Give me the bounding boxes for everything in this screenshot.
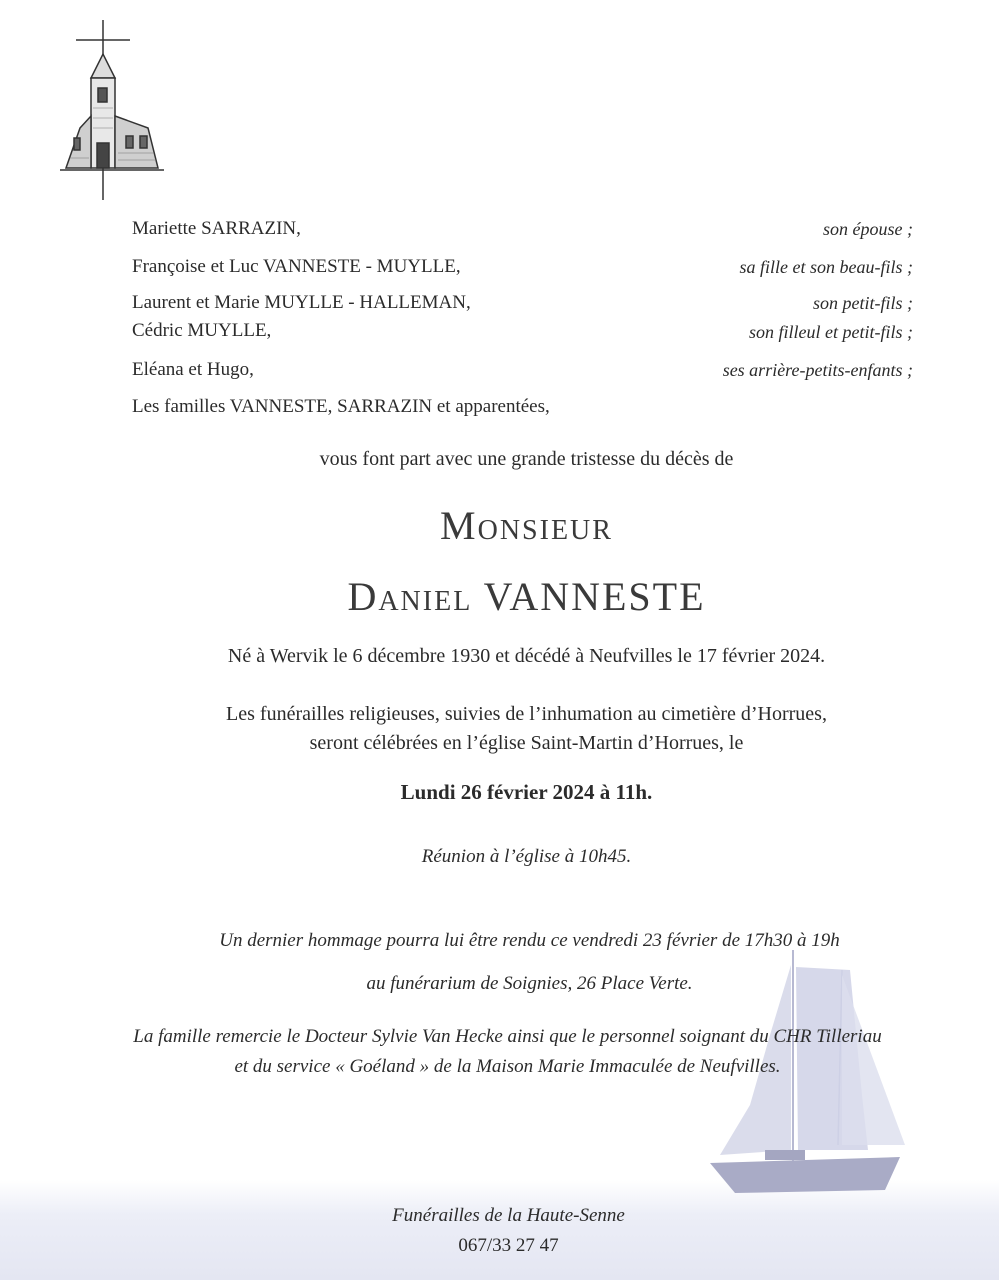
funeral-date: Lundi 26 février 2024 à 11h. bbox=[400, 780, 653, 804]
funeral-line-1: Les funérailles religieuses, suivies de l’inhumation au cimetière d’Horrues, bbox=[226, 703, 827, 725]
family-member-6: Les familles VANNESTE, SARRAZIN et apparentées, bbox=[132, 396, 550, 417]
relation-5: ses arrière-petits-enfants ; bbox=[722, 360, 913, 380]
relation-2: sa fille et son beau-fils ; bbox=[739, 257, 913, 277]
meeting-time: Réunion à l’église à 10h45. bbox=[421, 846, 632, 867]
birth-death-line: Né à Wervik le 6 décembre 1930 et décédé à Neufvilles le 17 février 2024. bbox=[227, 645, 826, 667]
thanks-line-1: La famille remercie le Docteur Sylvie Van Hecke ainsi que le personnel soignant du CHR Tilleriau bbox=[133, 1026, 882, 1047]
homage-line-2: au funérarium de Soignies, 26 Place Verte. bbox=[366, 973, 693, 994]
family-member-2: Françoise et Luc VANNESTE - MUYLLE, bbox=[132, 256, 461, 277]
thanks-line-2: et du service « Goéland » de la Maison Marie Immaculée de Neufvilles. bbox=[234, 1056, 781, 1077]
family-member-1: Mariette SARRAZIN, bbox=[132, 218, 301, 239]
relation-4: son filleul et petit-fils ; bbox=[749, 322, 913, 342]
homage-line-1: Un dernier hommage pourra lui être rendu ce vendredi 23 février de 17h30 à 19h bbox=[219, 930, 840, 951]
deceased-name: Daniel VANNESTE bbox=[347, 574, 706, 619]
sea-background bbox=[0, 1180, 999, 1280]
funeral-home-phone: 067/33 27 47 bbox=[458, 1235, 559, 1256]
family-member-3: Laurent et Marie MUYLLE - HALLEMAN, bbox=[132, 292, 471, 313]
family-member-5: Eléana et Hugo, bbox=[132, 359, 254, 380]
relation-1: son épouse ; bbox=[823, 219, 913, 239]
relation-3: son petit-fils ; bbox=[813, 293, 913, 313]
church-icon bbox=[58, 18, 168, 200]
intro-text: vous font part avec une grande tristesse du décès de bbox=[319, 448, 734, 470]
funeral-line-2: seront célébrées en l’église Saint-Martin d’Horrues, le bbox=[309, 732, 744, 754]
funeral-home-name: Funérailles de la Haute-Senne bbox=[392, 1205, 625, 1226]
family-member-4: Cédric MUYLLE, bbox=[132, 320, 272, 341]
honorific-title: Monsieur bbox=[440, 503, 613, 548]
